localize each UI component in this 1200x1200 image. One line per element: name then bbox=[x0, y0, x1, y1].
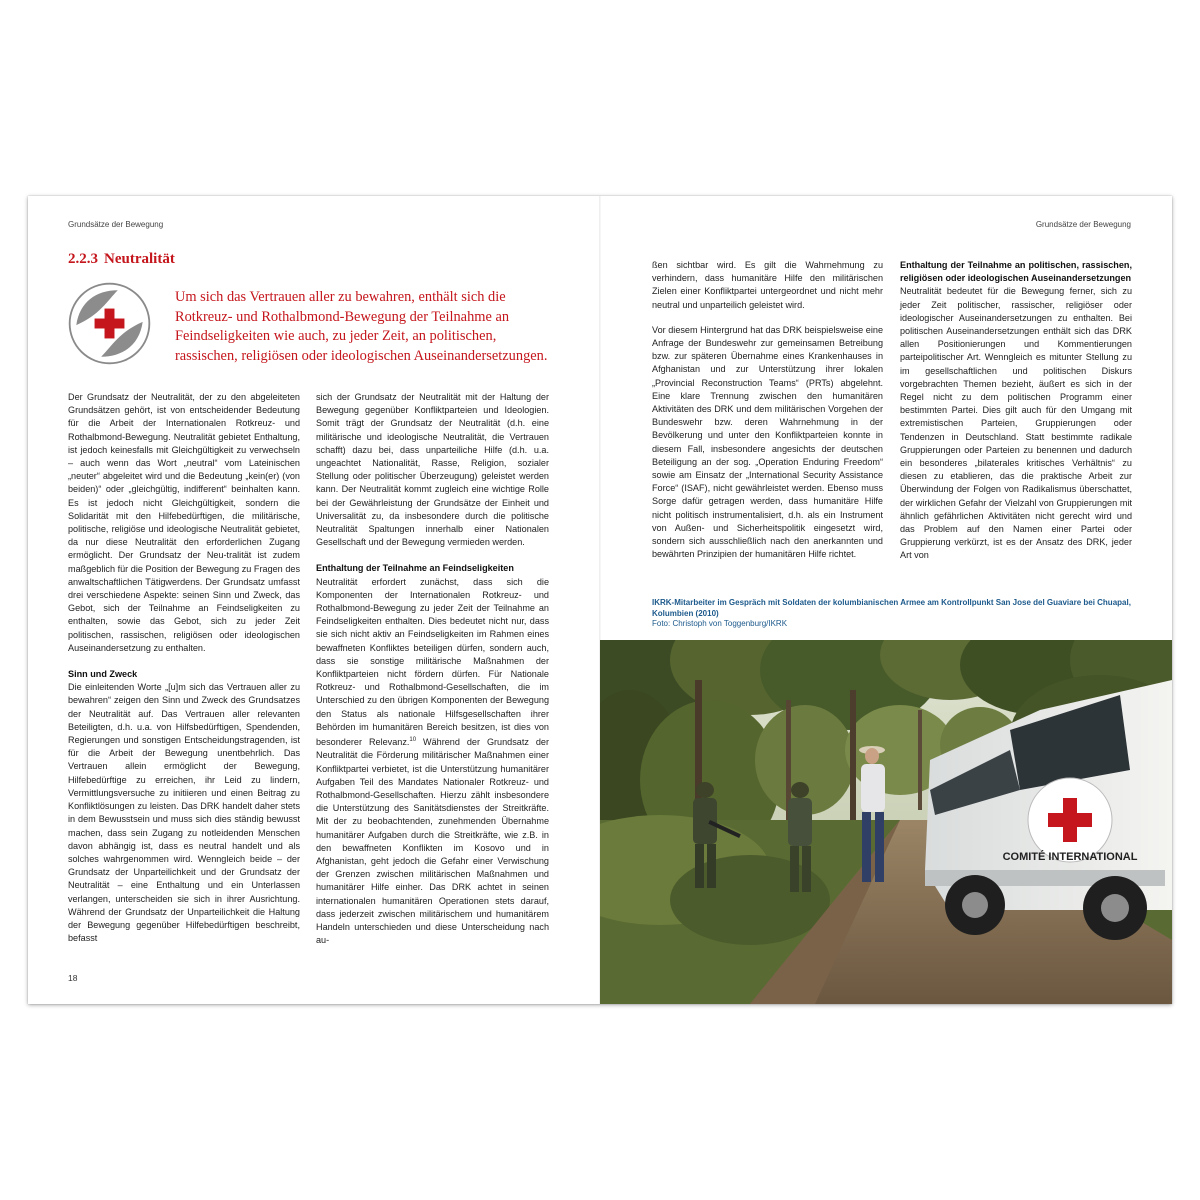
body-paragraph: Vor diesem Hintergrund hat das DRK beispielsweise eine Anfrage der Bundeswehr zur gemeinsamen Betreibung bzw. zur späteren Übernahme eines Krankenhauses in Afghanistan und zur Unterstützung ihrer lokalen „Provincial Reconstruction Teams“ (PRTs) abgelehnt. Eine klare Trennung zwischen den humanitären Aktivitäten des DRK und dem militärischen Vorgehen der Bundeswehr bzw. deren Wahrnehmung in der Bevölkerung und unter den Konfliktparteien konnte in diesem Fall, insbesondere angesichts der deutschen Beteiligung an der sog. „Operation Enduring Freedom“ sowie am Einsatz der „International Security Assistance Force“ (ISAF), nicht gewährleistet werden. Ebenso muss Sorge dafür getragen werden, dass humanitäre Hilfe nicht politisch instrumentalisiert, d.h. als ein Instrument von Außen- und Sicherheitspolitik eingesetzt wird, sondern sich ausschließlich nach den anerkannten und bewährten Prinzipien der humanitären Hilfe richtet. bbox=[652, 324, 883, 560]
page-number: 18 bbox=[68, 973, 78, 983]
section-heading bbox=[68, 251, 175, 268]
body-text: Neutralität erfordert zunächst, dass sich die Komponenten der Internationalen Rotkreuz- und Rothalbmond-Bewegung zu jeder Zeit der Teilnahme an Feindseligkeiten enthalten. Dies bedeutet nicht nur, dass sie sich nicht aktiv an Feindseligkeiten im Rahmen eines bewaffneten Konfliktes beteiligen dürfen, sondern auch, dass sie sonstige militärische Maßnahmen der Konfliktparteien nicht fördern dürfen. Für Nationale Rotkreuz- und Rothalbmond-Gesellschaften, die im Unterschied zu den übrigen Komponenten der Bewegung den Status als nationale Hilfsgesellschaften ihrer Behörden im humanitären Bereich besitzen, ist dies von besonderer Relevanz. bbox=[316, 576, 549, 748]
subheading-sinn-und-zweck: Sinn und Zweck bbox=[68, 669, 138, 680]
text-column-4 bbox=[900, 259, 1132, 563]
running-head-right: Grundsätze der Bewegung bbox=[1035, 220, 1131, 229]
body-paragraph: sich der Grundsatz der Neutralität mit der Haltung der Bewegung gegenüber Konfliktparteien und Ideologien. Somit trägt der Grundsatz der Neutralität (d.h. eine militärische und ideologische Neutralität, die Vertrauen schafft) dazu bei, dass unparteiliche Hilfe (d.h. u.a. ungeachtet Nationalität, Rasse, Religion, sozialer Stellung oder politischer Überzeugung) geleistet werden kann. Der Neutralität kommt zugleich eine wichtige Rolle bei der Gewährleistung der Grundsätze der Einheit und Universalität zu, da insbesondere durch die politische Neutralität Spaltungen innerhalb einer Nationalen Gesellschaft und der Bewegung vermieden werden. bbox=[316, 392, 549, 548]
caption-title: IKRK-Mitarbeiter im Gespräch mit Soldaten der kolumbianischen Armee am Kontrollpunkt San Jose del Guaviare bei Chuapal, Kolumbien (2010) bbox=[652, 598, 1131, 618]
photo-caption bbox=[652, 598, 1142, 630]
subheading-auseinandersetzungen: Enthaltung der Teilnahme an politischen, rassischen, religiösen oder ideologischen Auseinandersetzungen bbox=[900, 260, 1132, 284]
subheading-feindseligkeiten: Enthaltung der Teilnahme an Feindseligkeiten bbox=[316, 563, 514, 574]
vehicle-lettering: COMITÉ INTERNATIONAL bbox=[1002, 851, 1138, 863]
text-column-1 bbox=[68, 391, 300, 945]
field-photo bbox=[600, 640, 1172, 1004]
section-number: 2.2.3 bbox=[68, 251, 98, 267]
footnote-marker: 10 bbox=[409, 737, 417, 744]
section-title: Neutralität bbox=[104, 251, 175, 267]
photo-credit: Foto: Christoph von Toggenburg/IKRK bbox=[652, 619, 788, 628]
magazine-spread bbox=[28, 196, 1172, 1004]
body-paragraph: Der Grundsatz der Neutralität, der zu den abgeleiteten Grundsätzen gehört, ist von entscheidender Bedeutung für die Arbeit der Internationalen Rotkreuz- und Rothalbmond-Bewegung. Neutralität gebietet Enthaltung, ist jedoch keinesfalls mit Gleichgültigkeit zu verwechseln – auch wenn das Wort „neutral“ vom Lateinischen „neuter“ abgeleitet wird und die Bedeutung „kein(er) (von beiden)“ oder „gleichgültig, indifferent“ beinhalten kann. Es ist jedoch nicht Gleichgültigkeit, sondern die Solidarität mit den Hilfebedürftigen, die militärische, politische, religiöse und ideologische Neutralität gebietet, da nur diese Neutralität den erforderlichen Zugang ermöglicht. Der Grundsatz der Neu-tralität ist zudem maßgeblich für die Position der Bewegung zu Fragen des anwaltschaftlichen Tätigwerdens. Der Grundsatz umfasst drei verschiedene Aspekte: seinen Sinn und Zweck, das Gebot, sich der Teilnahme an Feindseligkeiten zu enthalten, sowie das Gebot, sich zu jeder Zeit politischen, rassischen, religiösen oder ideologischen Auseinandersetzung zu enthalten. bbox=[68, 392, 300, 653]
text-column-3 bbox=[652, 259, 883, 561]
body-paragraph bbox=[316, 576, 549, 948]
pull-quote: Um sich das Vertrauen aller zu bewahren, enthält sich die Rotkreuz- und Rothalbmond-Bewegung der Teilnahme an Feindseligkeiten wie auch, zu jeder Zeit, an politischen, rassischen, religiösen oder ideologischen Auseinandersetzungen. bbox=[175, 289, 548, 364]
body-text: Während der Grundsatz der Neutralität die Förderung militärischer Maßnahmen einer Konfliktpartei verbietet, ist die Unterstützung humanitärer Aufgaben Teil des Mandates Nationaler Rotkreuz- und Rothalbmond-Gesellschaften. Hierzu zählt insbesondere die Unterstützung des Sanitätsdienstes der Streitkräfte. Mit der zu beobachtenden, zunehmenden Übernahme humanitärer Aufgaben durch die Streitkräfte, wie z.B. in den bewaffneten Konflikten im Kosovo und in Afghanistan, geht jedoch die Gefahr einer Verwischung der Grenzen zwischen militärischen Maßnahmen und humanitärer Hilfe einher. Das DRK achtet in seinen internationalen humanitären Operationen stets darauf, dass jederzeit zwischen militärischem und humanitärem Handeln unterschieden und diese Unterscheidung nach au- bbox=[316, 737, 549, 946]
body-paragraph: Die einleitenden Worte „[u]m sich das Vertrauen aller zu bewahren“ zeigen den Sinn und Zweck des Grundsatzes der Neutralität auf. Das Vertrauen aller relevanten Beteiligten, d.h. u.a. von Hilfsbedürftigen, Spendenden, Regierungen und sonstigen Entscheidungstragenden, ist für die Arbeit der Bewegung unentbehrlich. Das Vertrauen allein ermöglicht der Bewegung, Hilfebedürftige zu erreichen, ihr Leid zu lindern, Vermittlungsversuche zu initiieren und einen Beitrag zu Konfliktlösungen zu leisten. Das DRK handelt daher stets in dem Bewusstsein und muss sich dies ständig bewusst machen, dass sein Zugang zu notleidenden Menschen davon abhängig ist, dass es neutral handelt und als solches wahrgenommen wird. Wenngleich beide – der Grundsatz der Unparteilichkeit und der Grundsatz der Neutralität – eine Enthaltung und ein Unterlassen verlangen, unterscheiden sie sich in ihrer Ausrichtung. Während der Grundsatz der Unparteilichkeit die Haltung der Bewegung gegenüber Hilfebedürftigen beschreibt, befasst bbox=[68, 682, 300, 944]
body-paragraph: ßen sichtbar wird. Es gilt die Wahrnehmung zu verhindern, dass humanitäre Hilfe den militärischen Zielen einer Konfliktpartei untergeordnet und nicht mehr neutral und unparteilich geleistet wird. bbox=[652, 260, 883, 310]
running-head-left: Grundsätze der Bewegung bbox=[68, 220, 164, 229]
text-column-2 bbox=[316, 391, 549, 947]
red-cross-emblem-icon bbox=[68, 282, 151, 365]
body-paragraph: Neutralität bedeutet für die Bewegung ferner, sich zu jeder Zeit politischer, rassischer, religiöser oder ideologischer Auseinandersetzungen zu enthalten. Bei politischen Auseinandersetzungen enthält sich das DRK allen Positionierungen und Kommentierungen parteipolitischer Art. Wenngleich es mitunter Stellung zu im gesellschaftlichen und politischen Diskurs vorgebrachten Themen bezieht, äußert es sich in der Regel nicht zu dem politischen Programm einer bestimmten Partei. Dies gilt auch für den Umgang mit extremistischen Parteien, Gruppierungen oder Tendenzen in Deutschland. Statt bestimmte radikale Gruppierungen oder Parteien zu benennen und dadurch ein besonderes „bilaterales kritisches Verhältnis“ zu diesen zu etablieren, das die praktische Arbeit zur Überwindung der Folgen von Radikalismus überschattet, der wirklichen Gefahr der Vielzahl von Gruppierungen mit ähnlich gefährlichen Aktivitäten nicht gerecht wird und das Problem auf den Namen einer Partei oder Gruppierung verkürzt, ist es der Ansatz des DRK, jeder Art von bbox=[900, 286, 1132, 561]
